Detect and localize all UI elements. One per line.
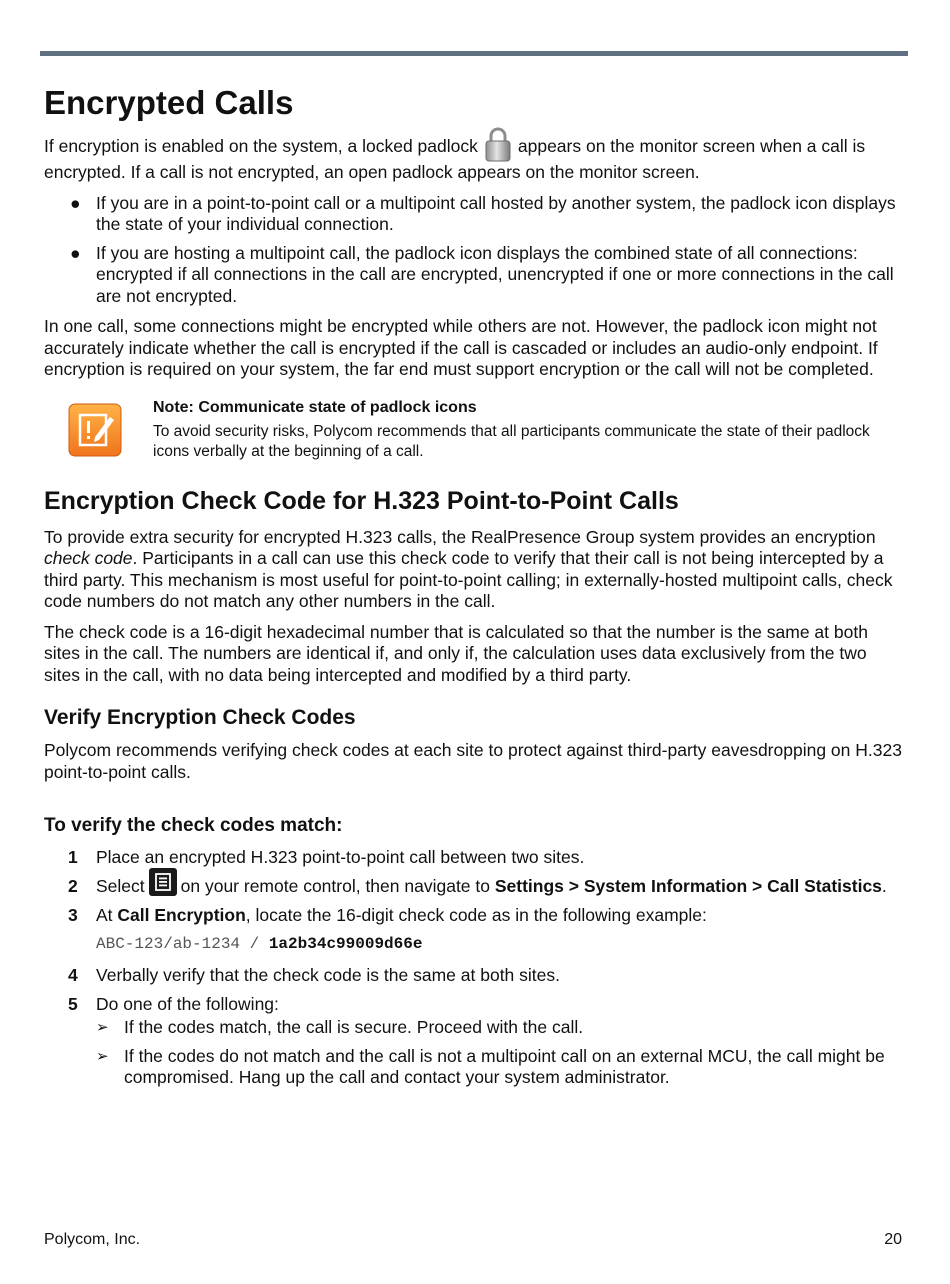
menu-button-icon <box>149 868 177 896</box>
bullet-icon: ● <box>70 242 81 263</box>
procedure-steps-continued <box>44 965 904 1088</box>
note-title: Note: Communicate state of padlock icons <box>153 398 477 416</box>
check-code-paragraph-2: The check code is a 16-digit hexadecimal number that is calculated so that the number is the same at both sites in the call. The numbers are identical if, and only if, the calculation uses data exclusively from the two sites in the call, with no data being intercepted and modified by a third party. <box>44 621 868 685</box>
arrow-bullet-icon: ➢ <box>96 1048 109 1065</box>
step-2: 2 Select on your remote control, then navigate to Settings > System Information > Call Statistics. <box>44 876 904 897</box>
list-item: ● If you are in a point-to-point call or a multipoint call hosted by another system, the padlock icon displays the state of your individual connection. <box>70 192 896 234</box>
step-5: 5 Do one of the following: ➢ If the codes match, the call is secure. Proceed with the call. ➢ If the codes do not match and the call is not a multipoint call on an external MCU, the call might be compromised. Hang up the call and contact your system administrator. <box>44 994 904 1088</box>
section-heading-check-code: Encryption Check Code for H.323 Point-to-Point Calls <box>44 486 679 515</box>
step-3: 3 At Call Encryption, locate the 16-digit check code as in the following example: <box>68 905 707 925</box>
procedure-steps <box>44 847 904 926</box>
intro-paragraph: If encryption is enabled on the system, a locked padlock appears on the monitor screen when a call is encrypted. If a call is not encrypted, an open padlock appears on the monitor screen. <box>44 136 904 184</box>
page-number: 20 <box>884 1231 902 1248</box>
check-code-paragraph-1: To provide extra security for encrypted H.323 calls, the RealPresence Group system provides an encryption check code. Participants in a call can use this check code to verify that their call is not being intercepted by a third party. This mechanism is most useful for point-to-point calling; in externally-hosted multipoint calls, check code numbers do not match any other numbers in the call. <box>44 526 893 611</box>
sub-list-item: ➢ If the codes match, the call is secure. Proceed with the call. <box>96 1017 584 1037</box>
note-icon <box>68 403 122 457</box>
section-heading-verify: Verify Encryption Check Codes <box>44 706 356 729</box>
note-text: To avoid security risks, Polycom recommends that all participants communicate the state of their padlock icons verbally at the beginning of a call. <box>153 422 870 460</box>
step-4: 4 Verbally verify that the check code is the same at both sites. <box>68 965 560 985</box>
bullet-icon: ● <box>70 192 81 213</box>
padlock-locked-icon <box>484 126 512 162</box>
header-rule <box>40 51 908 56</box>
step-5-options <box>44 1017 904 1088</box>
footer-company: Polycom, Inc. <box>44 1231 141 1248</box>
check-code-example: ABC-123/ab-1234 / 1a2b34c99009d66e <box>96 935 423 953</box>
list-item: ● If you are hosting a multipoint call, the padlock icon displays the combined state of all connections: encrypted if all connections in the call are encrypted, unencrypted if one or more connections in the call are not encrypted. <box>70 242 894 306</box>
sub-list-item: ➢ If the codes do not match and the call is not a multipoint call on an external MCU, the call might be compromised. Hang up the call and contact your system administrator. <box>96 1046 885 1087</box>
arrow-bullet-icon: ➢ <box>96 1019 109 1036</box>
mixed-encryption-paragraph: In one call, some connections might be encrypted while others are not. However, the padlock icon might not accurately indicate whether the call is encrypted if the call is cascaded or includes an audio-only endpoint. If encryption is required on your system, the far end must support encryption or the call will not be completed. <box>44 316 878 379</box>
page-title: Encrypted Calls <box>44 84 294 121</box>
procedure-heading: To verify the check codes match: <box>44 815 343 836</box>
verify-paragraph: Polycom recommends verifying check codes at each site to protect against third-party eavesdropping on H.323 point-to-point calls. <box>44 740 902 782</box>
bullet-list <box>44 193 904 308</box>
note-box <box>44 397 904 463</box>
page-content <box>44 80 904 1096</box>
step-1: 1 Place an encrypted H.323 point-to-point call between two sites. <box>68 847 585 867</box>
check-code-term: check code <box>44 548 133 568</box>
